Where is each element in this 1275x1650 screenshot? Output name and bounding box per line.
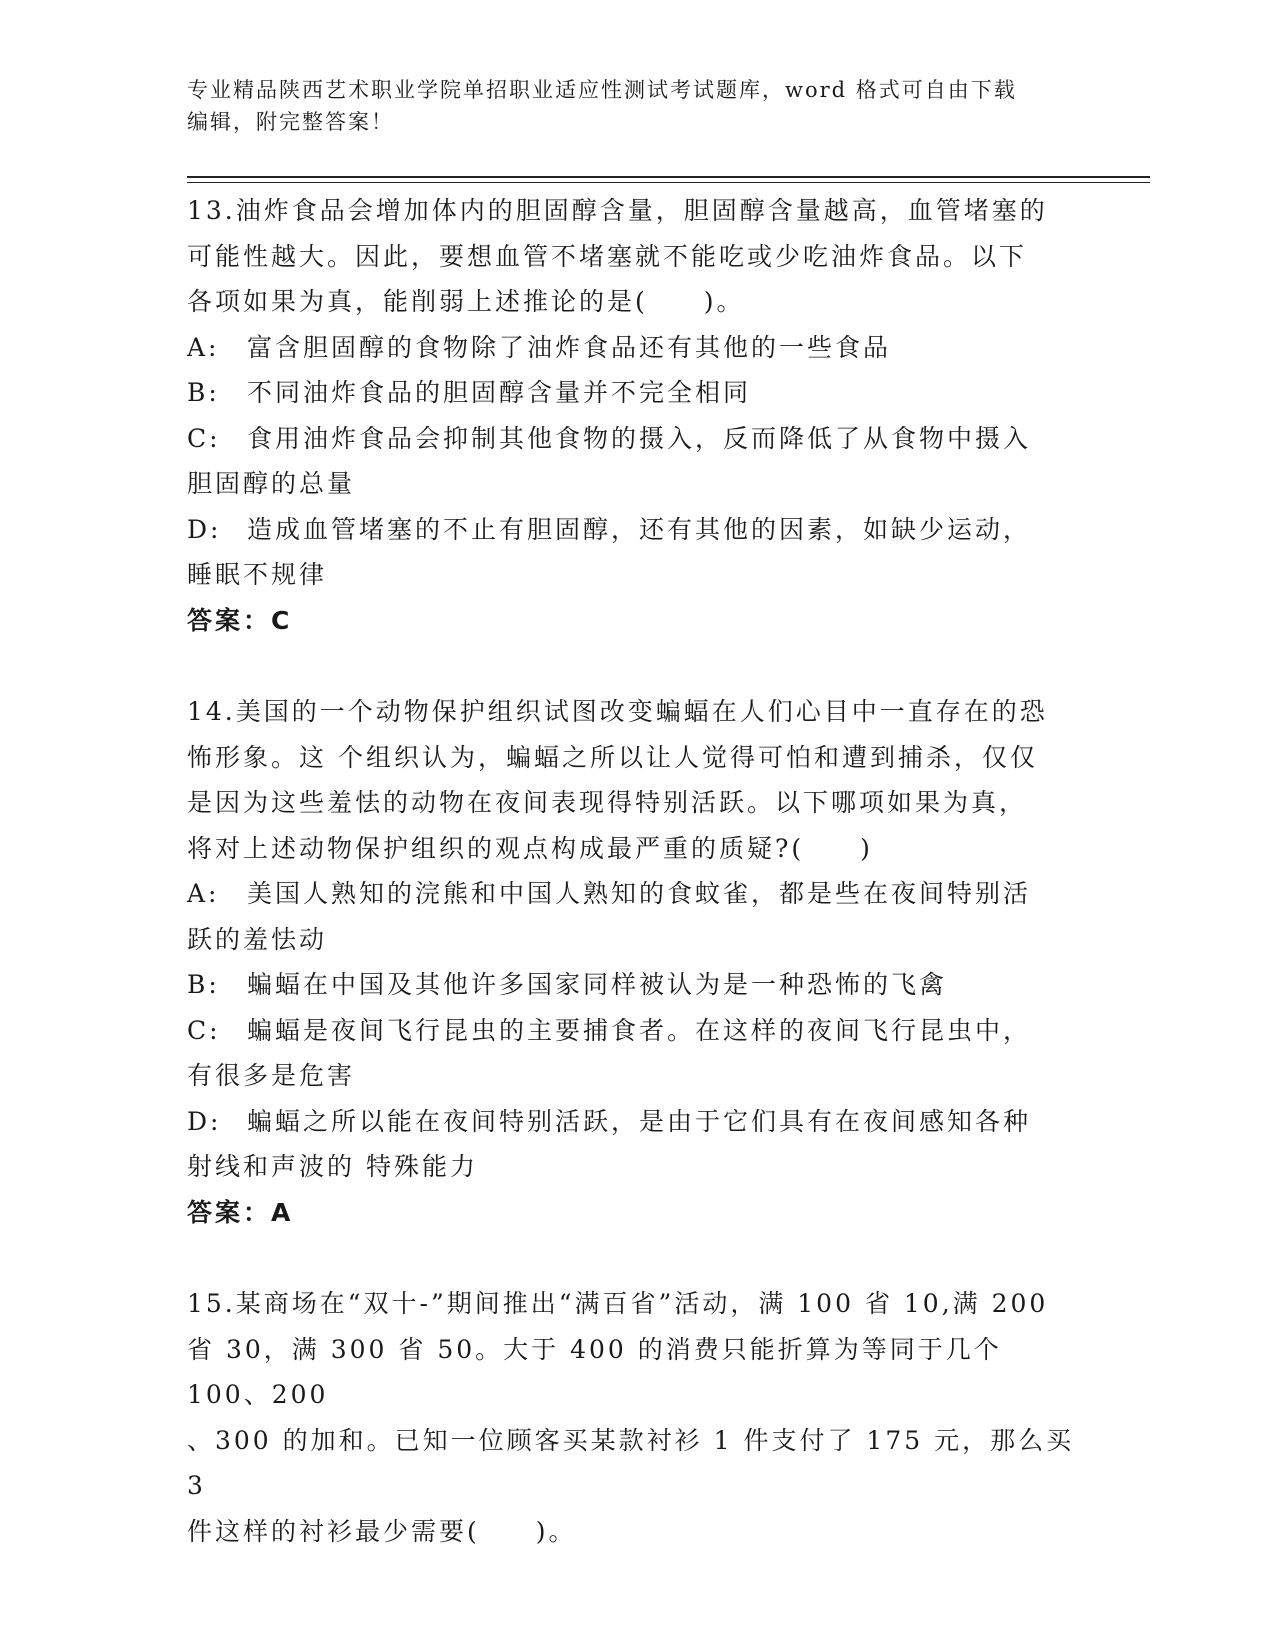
question-stem-line: 怖形象。这 个组织认为，蝙蝠之所以让人觉得可怕和遭到捕杀，仅仅	[187, 742, 1038, 772]
option-label: C:	[187, 1015, 221, 1045]
question-stem-line: 将对上述动物保护组织的观点构成最严重的质疑?( )	[187, 833, 873, 863]
question-spacer	[187, 643, 1087, 689]
option-text: 美国人熟知的浣熊和中国人熟知的食蚊雀，都是些在夜间特别活	[247, 879, 1032, 908]
question-15	[187, 1281, 1087, 1554]
option-d-continued: 射线和声波的 特殊能力	[187, 1152, 478, 1181]
option-label: B:	[187, 378, 220, 407]
option-c-continued: 胆固醇的总量	[187, 469, 356, 498]
option-label: B:	[187, 970, 220, 999]
document-header	[187, 74, 1067, 138]
option-label: C:	[187, 423, 221, 453]
header-line-2: 编辑，附完整答案！	[187, 110, 394, 134]
option-b	[187, 962, 1087, 1008]
option-a-continued: 跃的羞怯动	[187, 924, 328, 954]
answer-text: 答案：C	[187, 605, 293, 635]
option-a	[187, 325, 1087, 371]
option-d	[187, 1099, 1087, 1145]
question-spacer	[187, 1235, 1087, 1281]
document-body	[187, 188, 1087, 1554]
question-stem-line: 件这样的衬衫最少需要( )。	[187, 1516, 577, 1546]
option-label: D:	[187, 1106, 222, 1136]
question-stem-line: 是因为这些羞怯的动物在夜间表现得特别活跃。以下哪项如果为真，	[187, 788, 1028, 817]
question-stem-line: 、300 的加和。已知一位顾客买某款衬衫 1 件支付了 175 元，那么买 3	[187, 1425, 1075, 1500]
option-b	[187, 370, 1087, 416]
question-stem-line: 15.某商场在“双十-”期间推出“满百省”活动，满 100 省 10,满 200	[187, 1289, 1049, 1318]
option-text: 造成血管堵塞的不止有胆固醇，还有其他的因素，如缺少运动，	[247, 514, 1032, 544]
option-text: 蝙蝠在中国及其他许多国家同样被认为是一种恐怖的飞禽	[247, 970, 948, 999]
question-stem-line: 各项如果为真，能削弱上述推论的是( )。	[187, 287, 745, 316]
option-c	[187, 1008, 1087, 1054]
option-text: 不同油炸食品的胆固醇含量并不完全相同	[247, 378, 752, 407]
option-c-continued: 有很多是危害	[187, 1061, 356, 1090]
header-line-1: 专业精品陕西艺术职业学院单招职业适应性测试考试题库，word 格式可自由下载	[187, 78, 1017, 102]
option-text: 富含胆固醇的食物除了油炸食品还有其他的一些食品	[247, 332, 892, 362]
question-14	[187, 689, 1087, 1235]
option-label: A:	[187, 332, 220, 362]
option-a	[187, 871, 1087, 917]
answer-text: 答案：A	[187, 1197, 294, 1227]
option-d-continued: 睡眠不规律	[187, 560, 328, 589]
header-divider-thick	[187, 176, 1150, 178]
option-label: A:	[187, 879, 220, 908]
option-text: 蝙蝠之所以能在夜间特别活跃，是由于它们具有在夜间感知各种	[247, 1106, 1032, 1136]
header-divider-thin	[187, 182, 1150, 183]
option-text: 食用油炸食品会抑制其他食物的摄入，反而降低了从食物中摄入	[247, 423, 1032, 453]
option-d	[187, 507, 1087, 553]
question-stem-line: 省 30，满 300 省 50。大于 400 的消费只能折算为等同于几个 100、200	[187, 1334, 1002, 1409]
option-c	[187, 416, 1087, 462]
question-stem-line: 14.美国的一个动物保护组织试图改变蝙蝠在人们心目中一直存在的恐	[187, 697, 1048, 726]
question-stem-line: 13.油炸食品会增加体内的胆固醇含量，胆固醇含量越高，血管堵塞的	[187, 196, 1048, 225]
option-text: 蝙蝠是夜间飞行昆虫的主要捕食者。在这样的夜间飞行昆虫中，	[247, 1015, 1032, 1045]
question-stem-line: 可能性越大。因此，要想血管不堵塞就不能吃或少吃油炸食品。以下	[187, 241, 1028, 271]
option-label: D:	[187, 514, 222, 544]
question-13	[187, 188, 1087, 643]
